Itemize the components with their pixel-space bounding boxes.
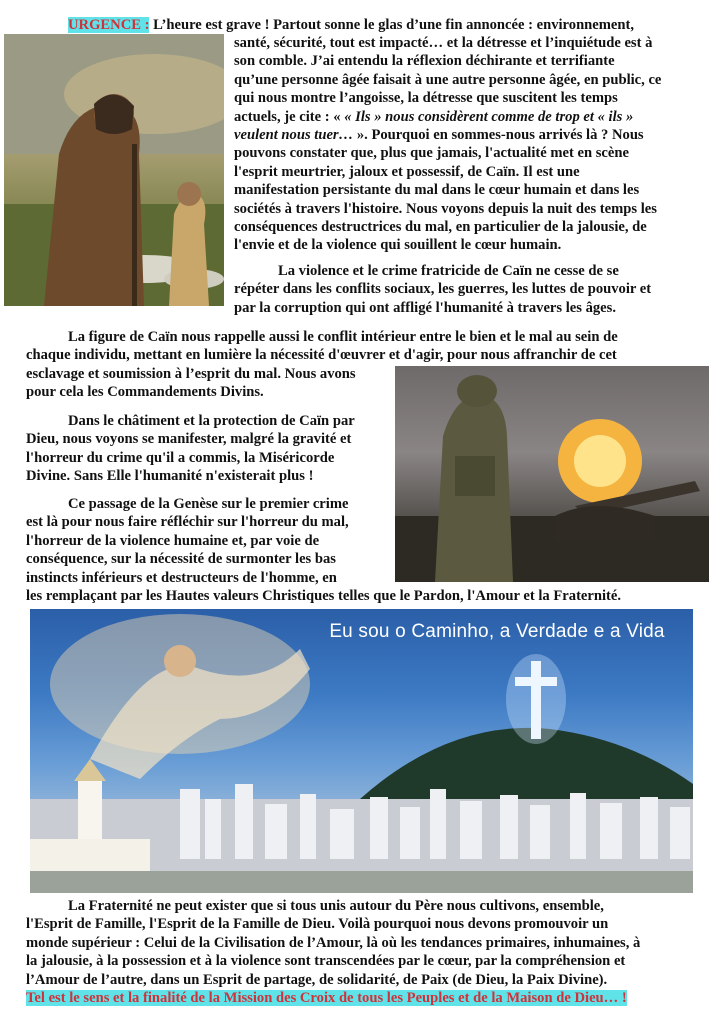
urgence-label: URGENCE : bbox=[68, 17, 150, 33]
text-line: manifestation persistante du mal dans le cœur humain et dans les bbox=[234, 182, 640, 199]
text-line: La figure de Caïn nous rappelle aussi le conflit intérieur entre le bien et le mal au sein de bbox=[68, 329, 618, 345]
final-statement bbox=[26, 989, 706, 1007]
paragraph-3 bbox=[26, 328, 700, 365]
paragraph-1 bbox=[234, 34, 700, 255]
quote-line: actuels, je cite : « « Ils » nous considèrent comme de trop et « ils » bbox=[234, 108, 634, 125]
paragraph-2 bbox=[234, 262, 700, 317]
paragraph-6 bbox=[26, 897, 700, 989]
text-line: monde supérieur : Celui de la Civilisation de l’Amour, là où les tendances primaires, inhumaines, à bbox=[26, 934, 641, 951]
text-line: l'horreur de la violence humaine et, par voie de bbox=[26, 532, 320, 549]
text-line: Dieu, nous voyons se manifester, malgré la gravité et bbox=[26, 431, 352, 448]
text-line: les remplaçant par les Hautes valeurs Christiques telles que le Pardon, l'Amour et la Fraternité. bbox=[26, 588, 622, 604]
text-line: Dans le châtiment et la protection de Caïn par bbox=[68, 413, 355, 429]
text-line: l'esprit meurtrier, jaloux et possessif, de Caïn. Il est une bbox=[234, 163, 580, 180]
text-line: pour cela les Commandements Divins. bbox=[26, 384, 264, 401]
text-line: santé, sécurité, tout est impacté… et la détresse et l’inquiétude est à bbox=[234, 35, 653, 51]
text-line: Divine. Sans Elle l'humanité n'existerait plus ! bbox=[26, 468, 314, 485]
text-line: pouvons constater que, plus que jamais, l'actualité met en scène bbox=[234, 145, 629, 162]
shepherds-illustration bbox=[4, 34, 224, 306]
text-line: Ce passage de la Genèse sur le premier crime bbox=[68, 496, 349, 512]
text-line: qu’une personne âgée faisait à une autre personne âgée, en public, ce bbox=[234, 71, 662, 88]
paragraph-5-last bbox=[26, 587, 706, 605]
text-line: chaque individu, mettant en lumière la nécessité d'œuvrer et d'agir, pour nous affranchir de cet bbox=[26, 347, 617, 364]
text-line: la jalousie, à la possession et à la violence sont transcendées par le cœur, par la compréhension et bbox=[26, 953, 626, 970]
paragraph-3-cont bbox=[26, 365, 386, 402]
text-line: est là pour nous faire réfléchir sur l'horreur du mal, bbox=[26, 514, 349, 531]
text-line: La Fraternité ne peut exister que si tous unis autour du Père nous cultivons, ensemble, bbox=[68, 898, 604, 914]
text-line: son comble. J’ai entendu la réflexion déchirante et terrifiante bbox=[234, 53, 615, 70]
text-line: l’Amour de l’autre, dans un Esprit de partage, de solidarité, de Paix (de Dieu, la Paix Divine). bbox=[26, 971, 608, 988]
text-line: l'Esprit de Famille, l'Esprit de la Famille de Dieu. Voilà pourquoi nous devons promouvoir un bbox=[26, 916, 609, 933]
final-highlight: Tel est le sens et la finalité de la Mission des Croix de tous les Peuples et de la Maison de Dieu… ! bbox=[26, 990, 627, 1006]
text-line: instincts inférieurs et destructeurs de l'homme, en bbox=[26, 569, 337, 586]
text-line: conséquence, sur la nécessité de surmonter les bas bbox=[26, 551, 336, 568]
text-line: l'envie et de la violence qui souillent le cœur humain. bbox=[234, 237, 562, 254]
christ-city-image bbox=[30, 609, 693, 893]
text-line: répéter dans les conflits sociaux, les guerres, les luttes de pouvoir et bbox=[234, 281, 652, 298]
quote-line: veulent nous tuer… ». Pourquoi en sommes-nous arrivés là ? Nous bbox=[234, 127, 644, 144]
text-line: esclavage et soumission à l’esprit du mal. Nous avons bbox=[26, 366, 356, 382]
paragraph-5 bbox=[26, 495, 386, 587]
image-caption: Eu sou o Caminho, a Verdade e a Vida bbox=[329, 621, 665, 642]
text-line: qui nous montre l’angoisse, la détresse que suscitent les temps bbox=[234, 90, 618, 107]
text-line: l'horreur du crime qu'il a commis, la Miséricorde bbox=[26, 449, 335, 466]
paragraph-1-intro: URGENCE : L’heure est grave ! Partout sonne le glas d’une fin annoncée : environnement, bbox=[68, 17, 635, 33]
text-line: La violence et le crime fratricide de Caïn ne cesse de se bbox=[278, 263, 619, 279]
paragraph-4 bbox=[26, 412, 386, 486]
soldier-artillery-photo bbox=[395, 366, 709, 582]
text-line: par la corruption qui ont affligé l'humanité à travers les âges. bbox=[234, 299, 616, 316]
text-line: conséquences destructrices du mal, en particulier de la jalousie, de bbox=[234, 219, 647, 236]
text-line: sociétés à travers l'histoire. Nous voyons depuis la nuit des temps les bbox=[234, 200, 657, 217]
